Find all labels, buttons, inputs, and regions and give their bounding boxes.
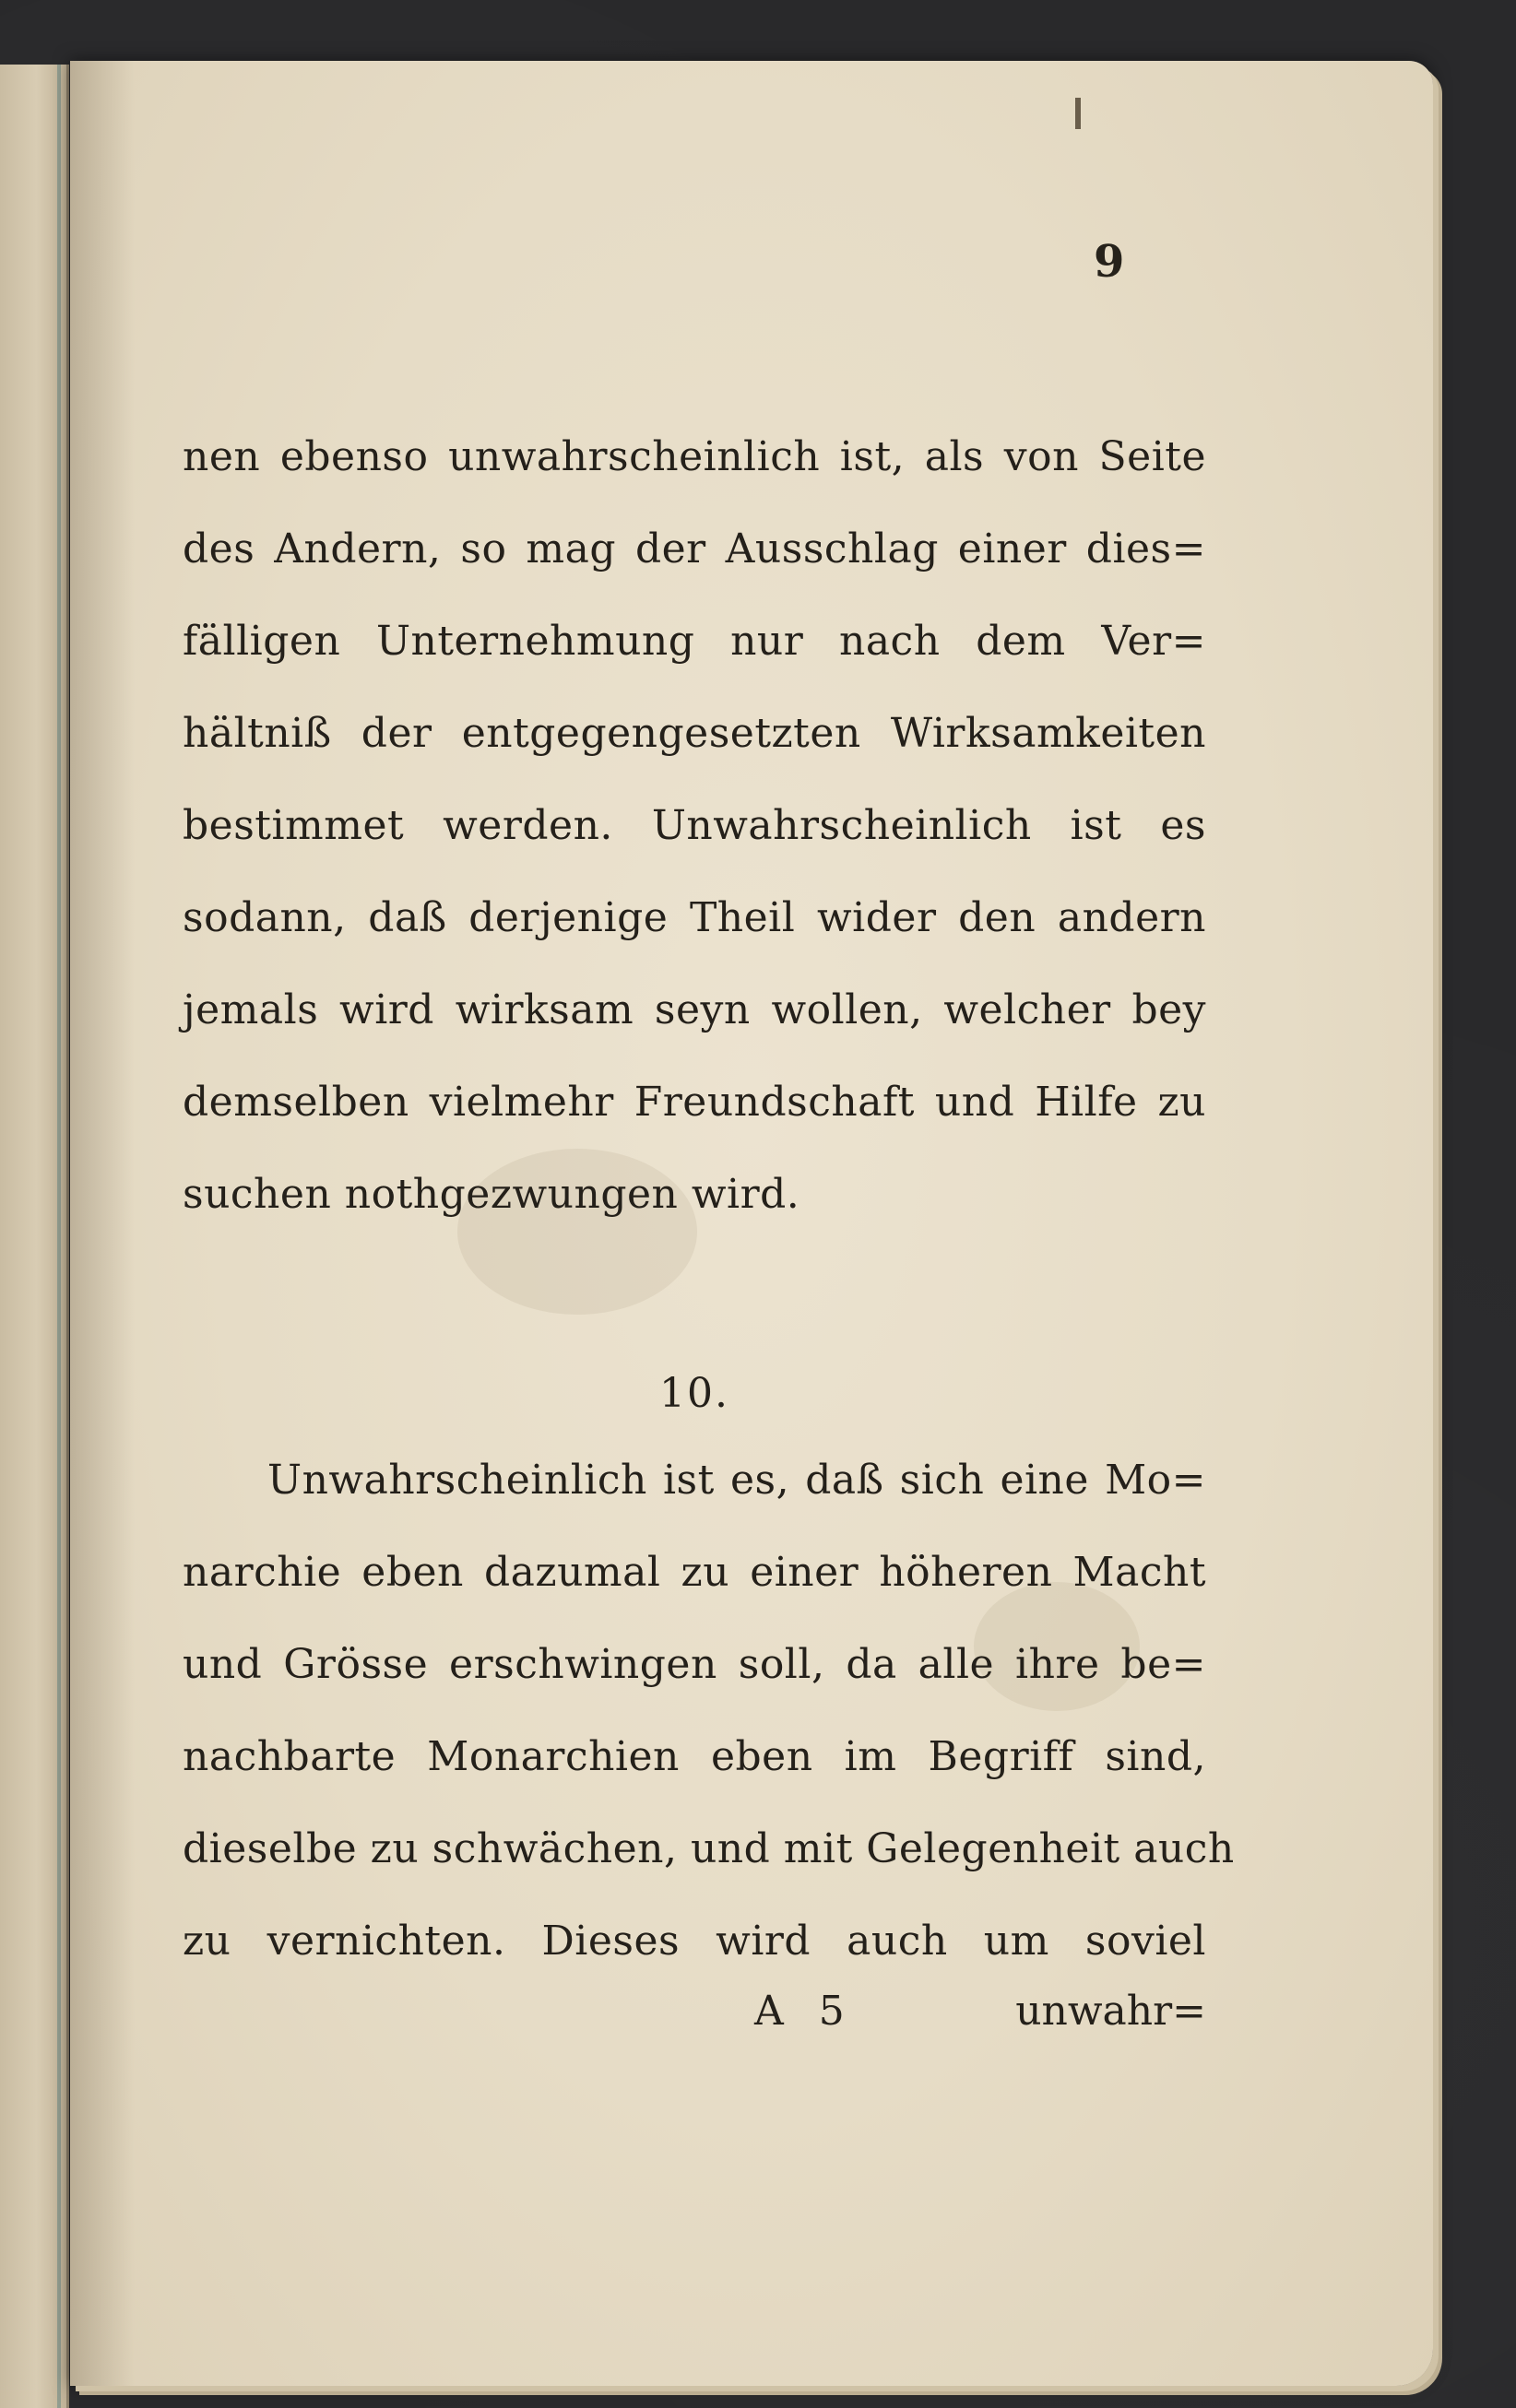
text-line: des Andern, so mag der Ausschlag einer dies= xyxy=(183,525,1206,572)
paragraph-2 xyxy=(183,1434,1235,1988)
text-line: narchie eben dazumal zu einer höheren Macht xyxy=(183,1549,1206,1596)
text-line: zu vernichten. Dieses wird auch um soviel xyxy=(183,1918,1206,1965)
text-line: sodann, daß derjenige Theil wider den andern xyxy=(183,894,1206,941)
text-line: jemals wird wirksam seyn wollen, welcher bey xyxy=(183,986,1206,1033)
ink-mark xyxy=(1075,98,1081,129)
gutter-shadow xyxy=(70,61,135,2386)
text-block xyxy=(183,411,1235,1965)
text-line: dieselbe zu schwächen, und mit Gelegenheit auch xyxy=(183,1825,1235,1872)
binding-edge xyxy=(57,65,61,2408)
text-line: nen ebenso unwahrscheinlich ist, als von Seite xyxy=(183,433,1206,480)
text-line: suchen nothgezwungen wird. xyxy=(183,1171,800,1218)
paragraph-1 xyxy=(183,411,1206,1241)
page-footer xyxy=(183,1988,1206,2080)
book-page xyxy=(70,61,1433,2386)
text-line: nachbarte Monarchien eben im Begriff sind, xyxy=(183,1733,1206,1780)
text-line: demselben vielmehr Freundschaft und Hilfe zu xyxy=(183,1079,1206,1126)
text-line: und Grösse erschwingen soll, da alle ihre be= xyxy=(183,1641,1206,1688)
page-number: 9 xyxy=(1094,236,1125,288)
text-line: hältniß der entgegengesetzten Wirksamkeiten xyxy=(183,710,1206,757)
text-line: Unwahrscheinlich ist es, daß sich eine Mo= xyxy=(267,1457,1206,1504)
catchword: unwahr= xyxy=(1015,1988,1206,2035)
text-line: bestimmet werden. Unwahrscheinlich ist es xyxy=(183,802,1206,849)
section-number: 10. xyxy=(659,1370,729,1417)
signature-mark: A 5 xyxy=(754,1988,856,2035)
text-line: fälligen Unternehmung nur nach dem Ver= xyxy=(183,618,1206,665)
